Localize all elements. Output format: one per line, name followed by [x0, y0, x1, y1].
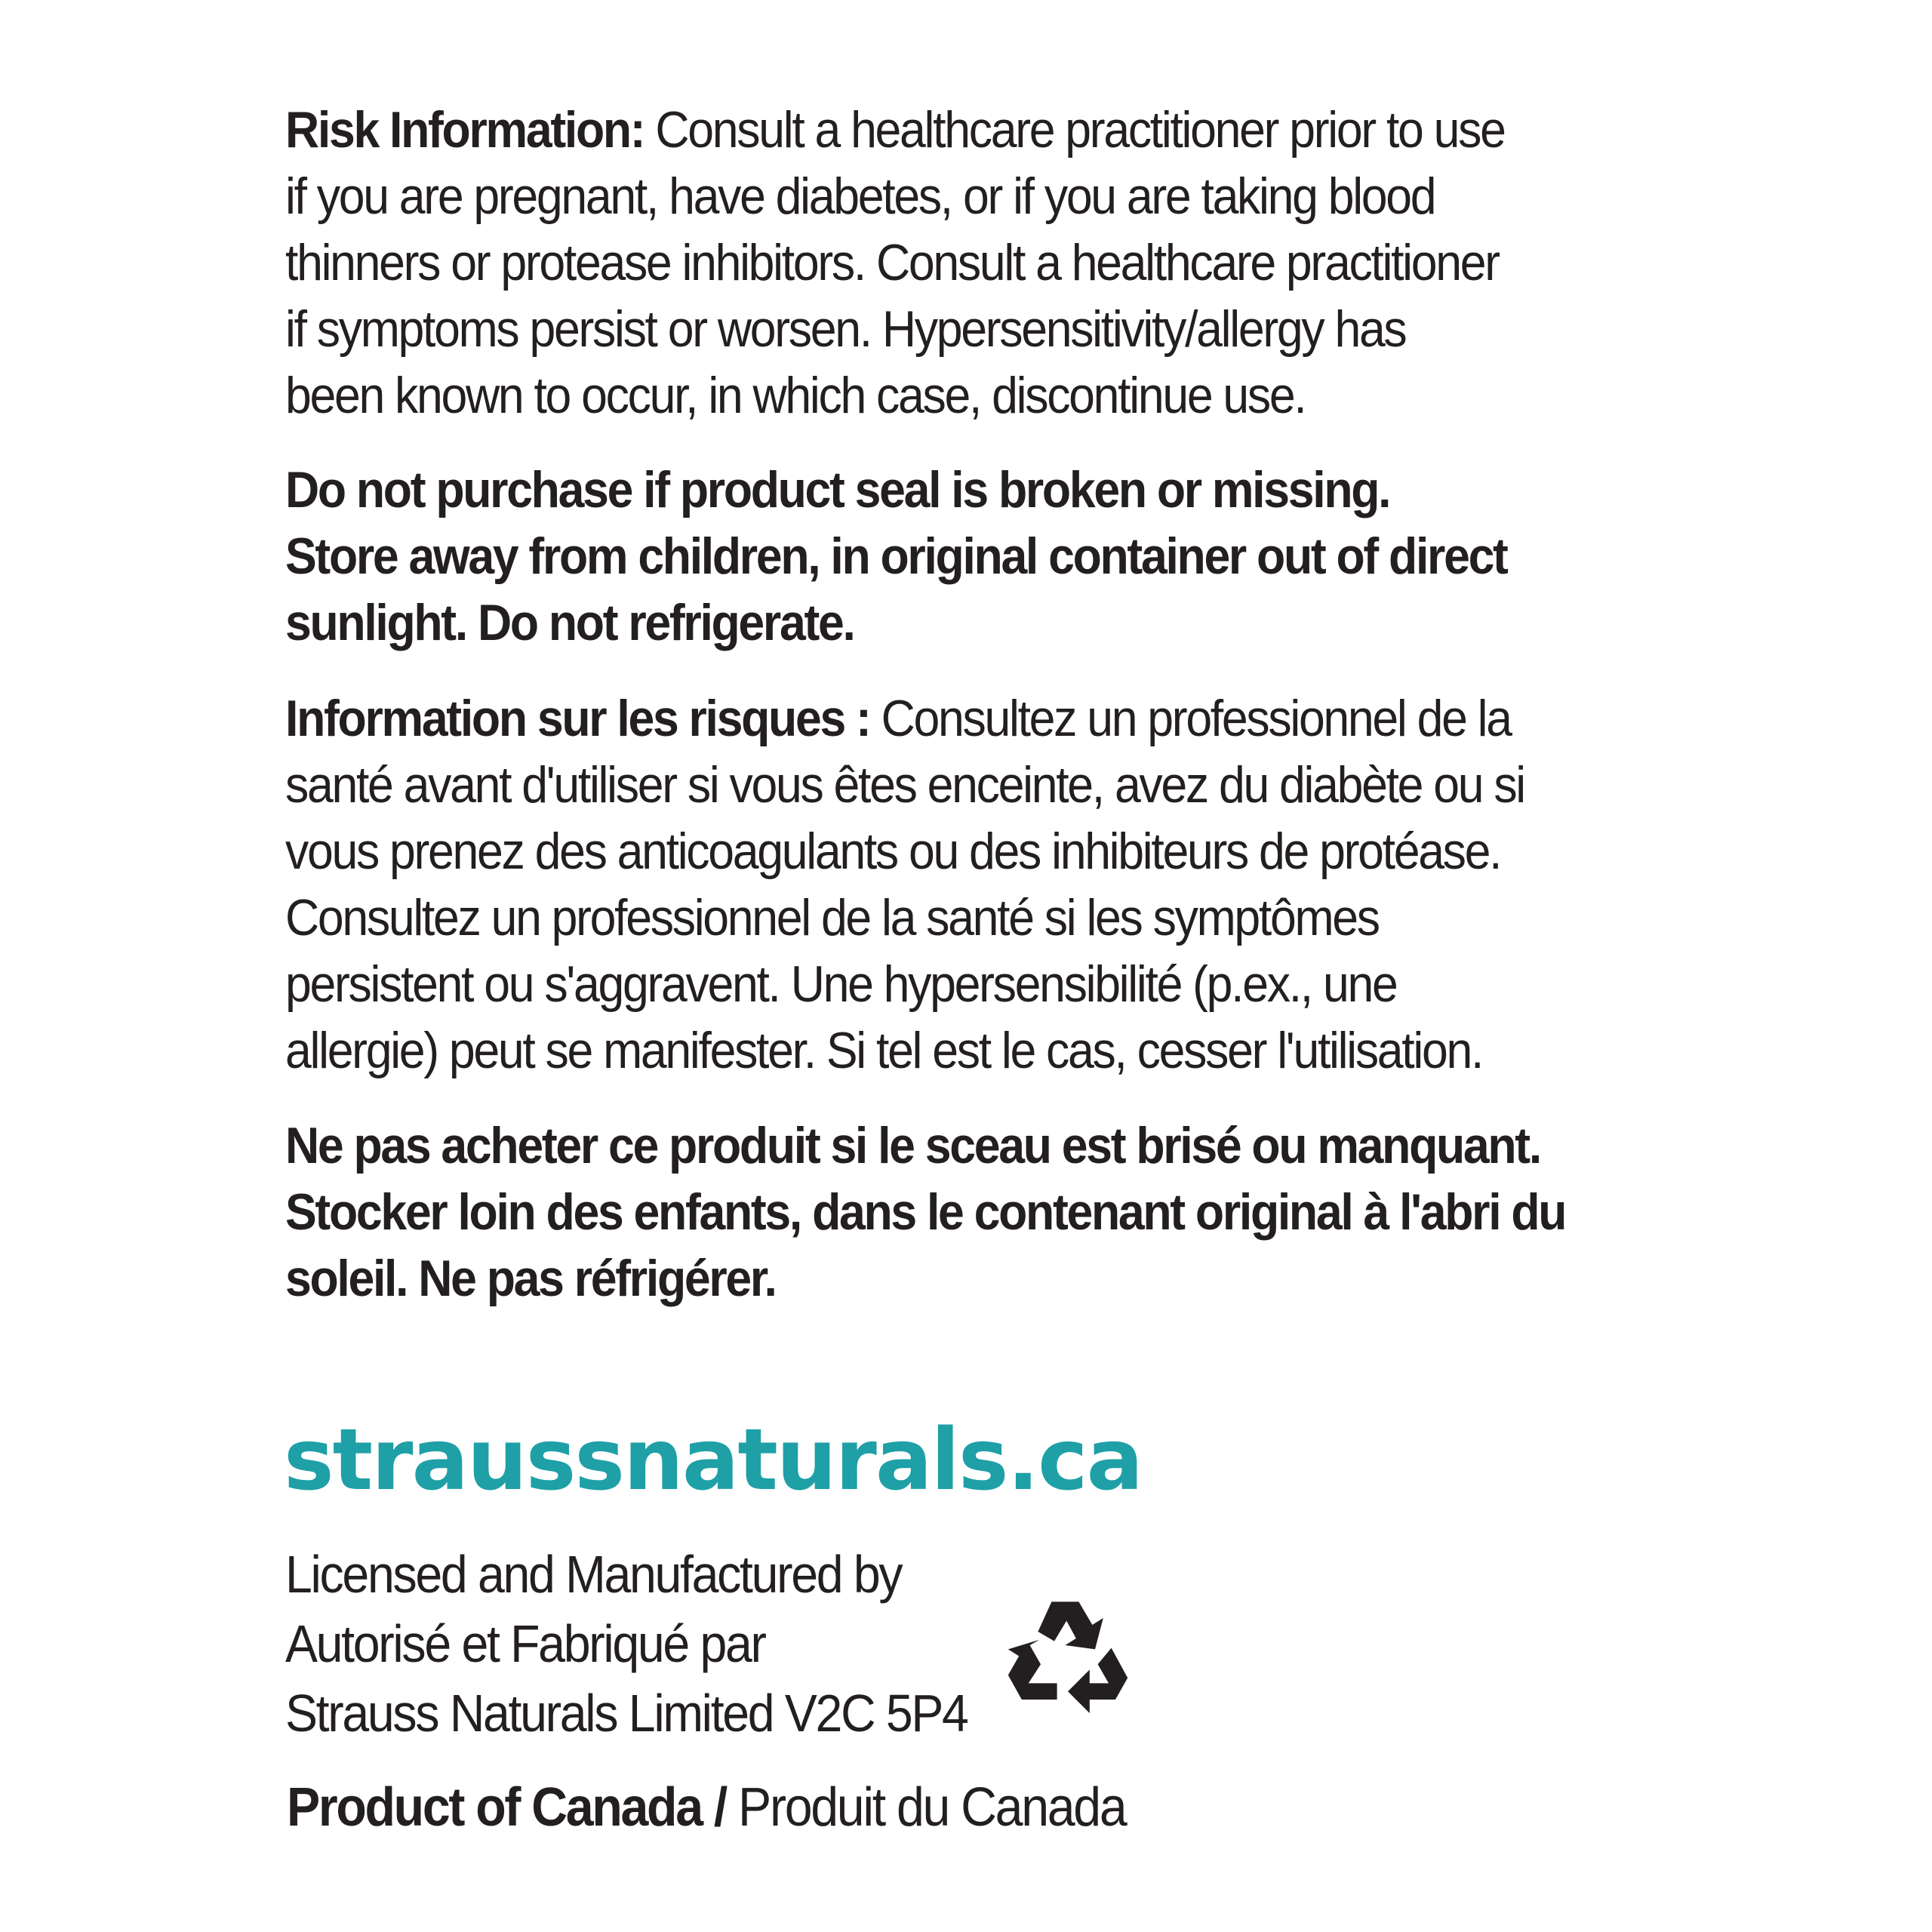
website-url: straussnaturals.ca [284, 1411, 1143, 1509]
manufacturer-line-2: Autorisé et Fabriqué par [285, 1614, 765, 1673]
risk-fr-line-1-text: Consultez un professionnel de la [869, 690, 1511, 747]
risk-fr-line-5: persistent ou s'aggravent. Une hypersensibilité (p.ex., une [285, 955, 1397, 1013]
notice-en-line-2: Store away from children, in original container out of direct [285, 528, 1507, 585]
risk-en-heading: Risk Information: [285, 101, 645, 158]
risk-fr-line-1 [285, 685, 1604, 752]
origin-fr: Produit du Canada [725, 1777, 1126, 1838]
notice-fr-line-3: soleil. Ne pas réfrigérer. [285, 1250, 776, 1307]
risk-fr-line-6: allergie) peut se manifester. Si tel est le cas, cesser l'utilisation. [285, 1022, 1483, 1079]
risk-en-line-1-text: Consult a healthcare practitioner prior to use [644, 101, 1505, 158]
risk-en-line-1 [285, 97, 1604, 163]
risk-information-en [285, 97, 1604, 429]
storage-notice-fr [285, 1112, 1604, 1312]
manufacturer-line-1: Licensed and Manufactured by [285, 1545, 902, 1604]
risk-fr-heading: Information sur les risques : [285, 690, 870, 747]
storage-notice-en [285, 457, 1604, 656]
manufacturer-info [285, 1540, 968, 1748]
risk-en-line-4: if symptoms persist or worsen. Hypersensitivity/allergy has [285, 300, 1406, 358]
product-origin [287, 1774, 1125, 1841]
notice-fr-line-2: Stocker loin des enfants, dans le contenant original à l'abri du [285, 1183, 1566, 1241]
risk-fr-line-4: Consultez un professionnel de la santé si les symptômes [285, 889, 1379, 946]
risk-en-line-2: if you are pregnant, have diabetes, or if you are taking blood [285, 168, 1435, 225]
risk-fr-line-3: vous prenez des anticoagulants ou des inhibiteurs de protéase. [285, 823, 1501, 880]
notice-en-line-1: Do not purchase if product seal is broken or missing. [285, 461, 1390, 518]
notice-en-line-3: sunlight. Do not refrigerate. [285, 594, 854, 651]
risk-information-fr [285, 685, 1604, 1084]
manufacturer-line-3: Strauss Naturals Limited V2C 5P4 [285, 1684, 968, 1743]
notice-fr-line-1: Ne pas acheter ce produit si le sceau est brisé ou manquant. [285, 1117, 1540, 1174]
risk-en-line-5: been known to occur, in which case, discontinue use. [285, 367, 1306, 424]
risk-fr-line-2: santé avant d'utiliser si vous êtes enceinte, avez du diabète ou si [285, 756, 1524, 814]
recycle-icon [996, 1591, 1140, 1727]
origin-en: Product of Canada / [287, 1777, 726, 1838]
risk-en-line-3: thinners or protease inhibitors. Consult a healthcare practitioner [285, 234, 1499, 291]
